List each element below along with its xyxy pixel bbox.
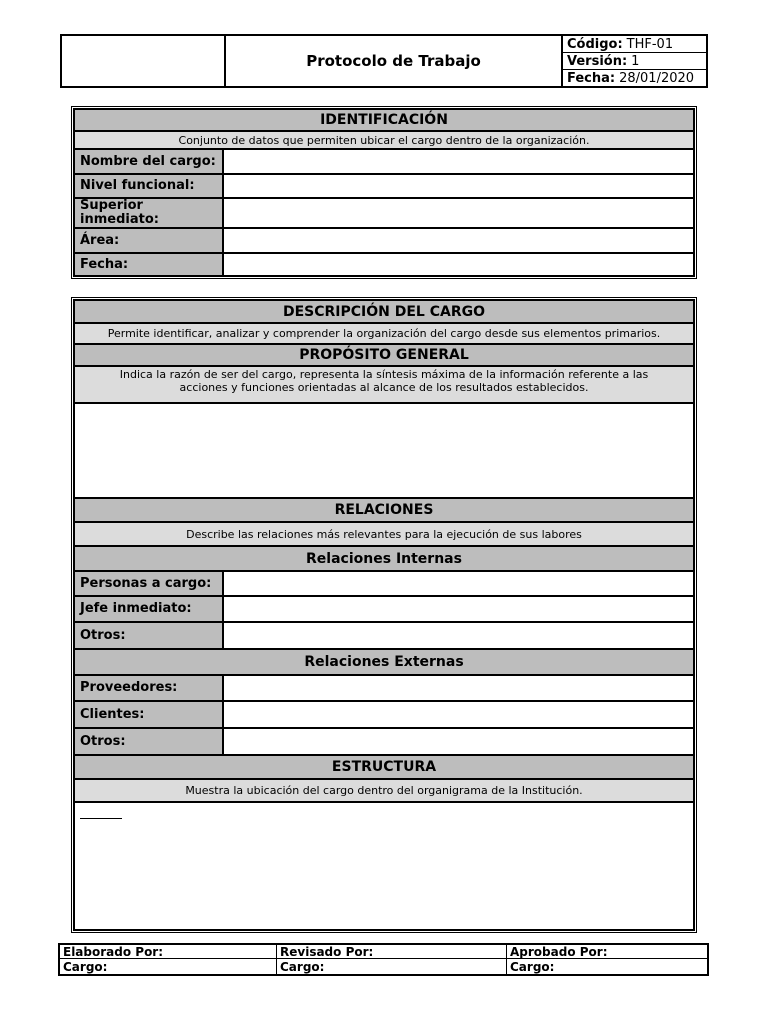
nivel-funcional-label: Nivel funcional: xyxy=(74,174,223,198)
codigo-label: Código: xyxy=(567,36,623,52)
jefe-inmediato-field[interactable] xyxy=(223,596,694,622)
nombre-cargo-label: Nombre del cargo: xyxy=(74,149,223,174)
relaciones-title: RELACIONES xyxy=(74,498,694,522)
identificacion-description: Conjunto de datos que permiten ubicar el cargo dentro de la organización. xyxy=(74,131,694,149)
relaciones-externas-title: Relaciones Externas xyxy=(74,649,694,675)
proposito-description: Indica la razón de ser del cargo, representa la síntesis máxima de la información referente a las acciones y funciones orientadas al alcance de los resultados establecidos. xyxy=(74,366,694,403)
header-logo-cell xyxy=(62,36,226,86)
jefe-inmediato-label: Jefe inmediato: xyxy=(74,596,223,622)
version-row xyxy=(563,53,706,70)
estructura-title: ESTRUCTURA xyxy=(74,755,694,779)
proposito-title: PROPÓSITO GENERAL xyxy=(74,344,694,366)
aprobado-label: Aprobado Por: xyxy=(507,945,707,959)
relaciones-description: Describe las relaciones más relevantes para la ejecución de sus labores xyxy=(74,522,694,546)
superior-inmediato-field[interactable] xyxy=(223,198,694,228)
fecha-field[interactable] xyxy=(223,253,694,276)
descripcion-title: DESCRIPCIÓN DEL CARGO xyxy=(74,300,694,323)
proveedores-label: Proveedores: xyxy=(74,675,223,701)
clientes-label: Clientes: xyxy=(74,701,223,728)
relaciones-internas-title: Relaciones Internas xyxy=(74,546,694,571)
personas-a-cargo-field[interactable] xyxy=(223,571,694,596)
elaborado-cargo-label: Cargo: xyxy=(60,959,277,974)
revisado-label: Revisado Por: xyxy=(277,945,507,959)
superior-inmediato-label: Superior inmediato: xyxy=(74,198,223,228)
descripcion-description: Permite identificar, analizar y comprender la organización del cargo desde sus elementos primarios. xyxy=(74,323,694,344)
area-field[interactable] xyxy=(223,228,694,253)
estructura-description: Muestra la ubicación del cargo dentro del organigrama de la Institución. xyxy=(74,779,694,802)
identificacion-title: IDENTIFICACIÓN xyxy=(74,109,694,131)
aprobado-cargo-label: Cargo: xyxy=(510,959,555,974)
proveedores-field[interactable] xyxy=(223,675,694,701)
nivel-funcional-field[interactable] xyxy=(223,174,694,198)
codigo-row xyxy=(563,36,706,53)
fecha-value: 28/01/2020 xyxy=(619,70,695,86)
document-title: Protocolo de Trabajo xyxy=(226,36,563,86)
otros-internas-label: Otros: xyxy=(74,622,223,649)
fecha-row xyxy=(563,70,706,86)
fecha-label: Fecha: xyxy=(567,70,616,86)
otros-externas-label: Otros: xyxy=(74,728,223,755)
otros-internas-field[interactable] xyxy=(223,622,694,649)
personas-a-cargo-label: Personas a cargo: xyxy=(74,571,223,596)
fecha-label-row: Fecha: xyxy=(74,253,223,276)
codigo-value: THF-01 xyxy=(626,36,674,52)
proposito-field[interactable] xyxy=(74,403,694,498)
elaborado-label: Elaborado Por: xyxy=(60,945,277,959)
nombre-cargo-field[interactable] xyxy=(223,149,694,174)
estructura-underline xyxy=(80,818,122,819)
otros-externas-field[interactable] xyxy=(223,728,694,755)
version-label: Versión: xyxy=(567,53,628,69)
area-label: Área: xyxy=(74,228,223,253)
revisado-cargo-label: Cargo: xyxy=(277,959,507,974)
clientes-field[interactable] xyxy=(223,701,694,728)
estructura-field[interactable] xyxy=(74,802,694,930)
header-meta xyxy=(563,36,706,86)
version-value: 1 xyxy=(631,53,640,69)
